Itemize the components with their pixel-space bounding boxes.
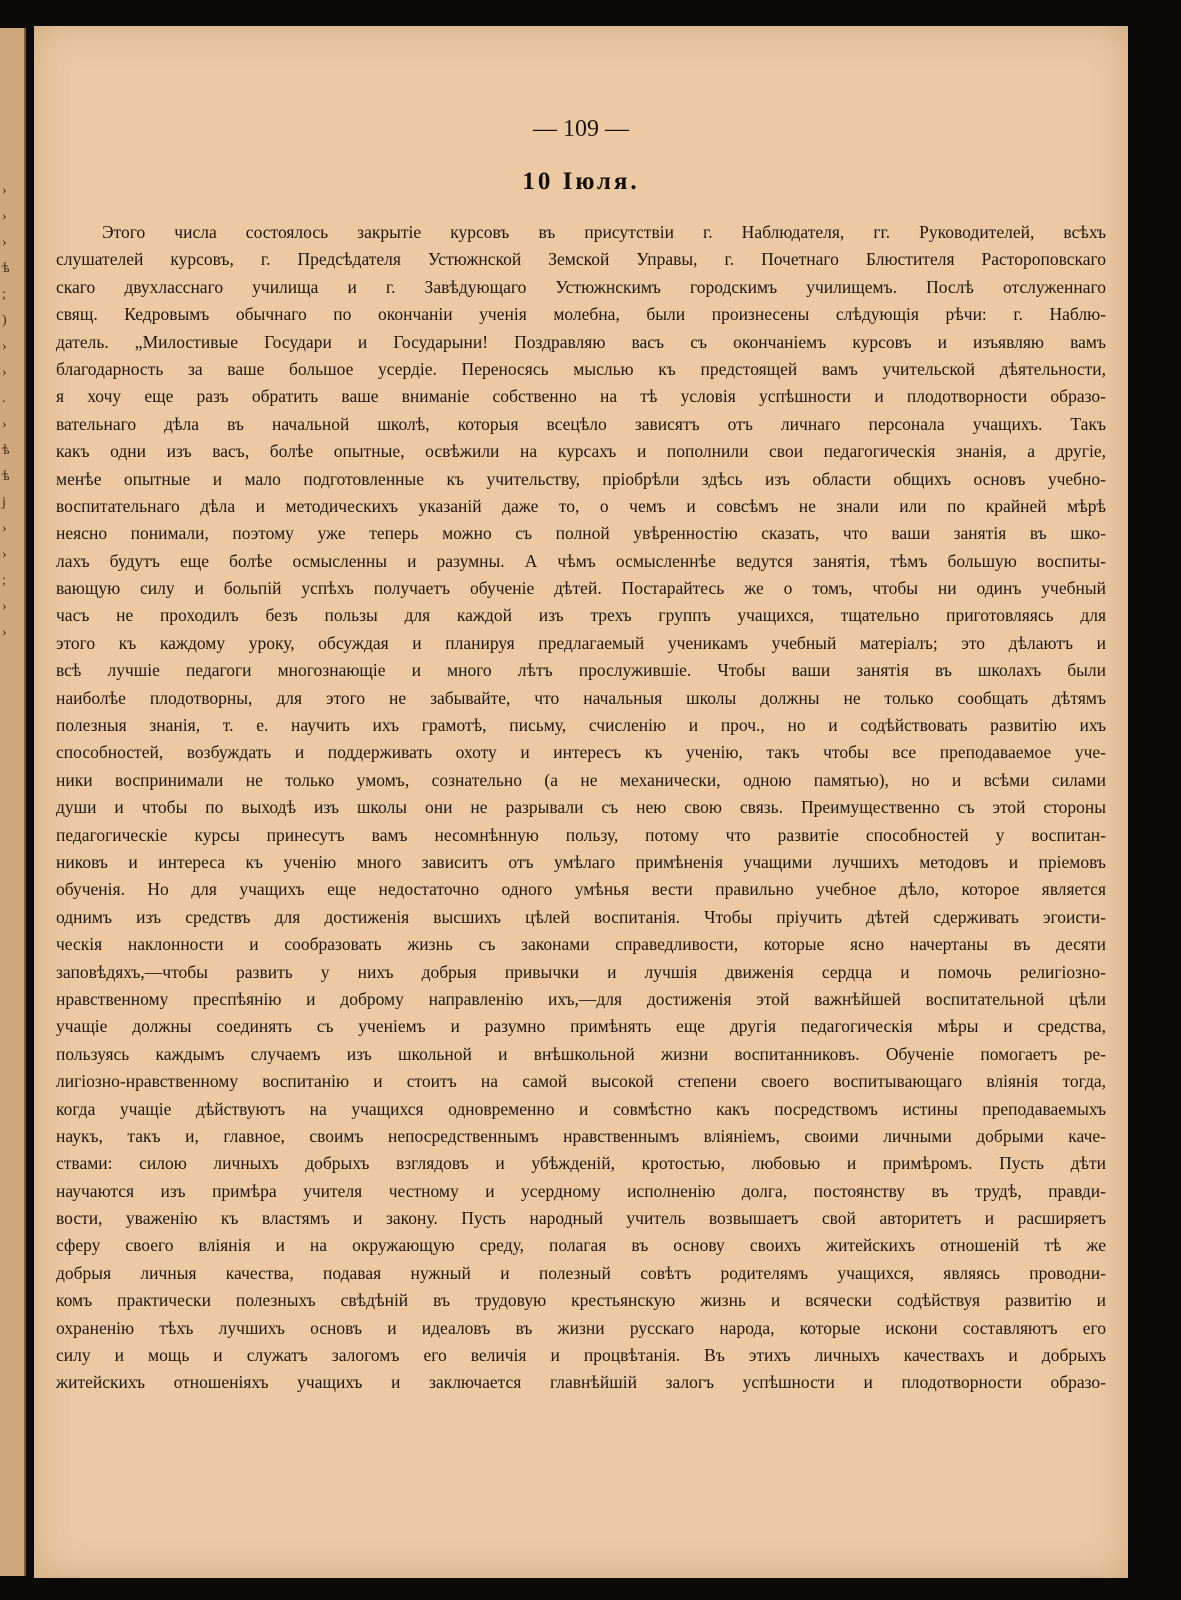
text-line: скаго двухласснаго училища и г. Завѣдующаго Устюжнскимъ городскимъ училищемъ. Послѣ отслуженнаго bbox=[56, 276, 1106, 297]
text-line: добрыя личныя качества, подавая нужный и полезный совѣтъ родителямъ учащихся, являясь проводни- bbox=[56, 1262, 1106, 1283]
text-line: педагогическіе курсы принесутъ вамъ несомнѣнную пользу, потому что развитіе способностей у воспитан- bbox=[56, 824, 1106, 845]
text-line: ческія наклонности и сообразовать жизнь съ законами справедливости, которые ясно начертаны въ десяти bbox=[56, 934, 1106, 955]
text-line: датель. „Милостивые Государи и Государыни! Поздравляю васъ съ окончаніемъ курсовъ и изъявляю вамъ bbox=[56, 331, 1106, 352]
text-line: обученія. Но для учащихъ еще недостаточно одного умѣнья вести правильно учебное дѣло, которое является bbox=[56, 879, 1106, 900]
text-line: слушателей курсовъ, г. Предсѣдателя Устюжнской Земской Управы, г. Почетнаго Блюстителя Растороповскаго bbox=[56, 249, 1106, 270]
text-line: вательнаго дѣла въ начальной школѣ, которыя всецѣло зависятъ отъ личнаго персонала учащихъ. Такъ bbox=[56, 413, 1106, 434]
text-line: лигіозно-нравственному воспитанію и стоитъ на самой высокой степени своего воспитывающаго вліянія тогда, bbox=[56, 1071, 1106, 1092]
text-line: всѣ лучшіе педагоги многознающіе и много лѣтъ прослужившіе. Чтобы ваши занятія въ школахъ были bbox=[56, 660, 1106, 681]
text-line: менѣе опытные и мало подготовленные къ учительству, пріобрѣли здѣсь изъ области общихъ основъ учебно- bbox=[56, 468, 1106, 489]
text-line: ники воспринимали не только умомъ, сознательно (а не механически, одною памятью), но и всѣми силами bbox=[56, 769, 1106, 790]
text-line: воспитательнаго дѣла и методическихъ указаній даже то, о чемъ и совсѣмъ не знали или по крайней мѣрѣ bbox=[56, 495, 1106, 516]
date-heading: 10 Іюля. bbox=[522, 168, 640, 195]
text-line: когда учащіе дѣйствуютъ на учащихся одновременно и совмѣстно какъ посредствомъ истины преподаваемыхъ bbox=[56, 1098, 1106, 1119]
left-page-edge bbox=[0, 28, 26, 1576]
text-line: ствами: силою личныхъ добрыхъ взглядовъ и убѣжденій, кротостью, любовью и примѣромъ. Пусть дѣти bbox=[56, 1153, 1106, 1174]
text-line: охраненію тѣхъ лучшихъ основъ и идеаловъ въ жизни русскаго народа, которые искони составляютъ его bbox=[56, 1317, 1106, 1338]
text-line: вающую силу и больпій успѣхъ получаетъ обученіе дѣтей. Постарайтесь же о томъ, чтобы ни одинъ учебный bbox=[56, 578, 1106, 599]
book-page bbox=[34, 26, 1128, 1578]
text-line: души и чтобы по выходѣ изъ школы они не разрывали съ нею свою связь. Преимущественно съ этой стороны bbox=[56, 797, 1106, 818]
text-line: какъ одни изъ васъ, болѣе опытные, освѣжили на курсахъ и пополнили свои педагогическія знанія, а другіе, bbox=[56, 441, 1106, 462]
text-line: вости, уваженію къ властямъ и закону. Пусть народный учитель возвышаетъ свой авторитетъ и расширяетъ bbox=[56, 1208, 1106, 1229]
text-line: способностей, возбуждать и поддерживать охоту и интересъ къ ученію, такъ чтобы все преподаваемое уче- bbox=[56, 742, 1106, 763]
text-line: этого къ каждому уроку, обсуждая и планируя предлагаемый ученикамъ учебный матеріалъ; это дѣлаютъ и bbox=[56, 632, 1106, 653]
text-line: силу и мощь и служатъ залогомъ его величія и процвѣтанія. Въ этихъ личныхъ качествахъ и добрыхъ bbox=[56, 1345, 1106, 1366]
text-line: часъ не проходилъ безъ пользы для каждой изъ трехъ группъ учащихся, тщательно приготовляясь для bbox=[56, 605, 1106, 626]
text-line: учащіе должны соединять съ ученіемъ и разумно примѣнять еще другія педагогическія мѣры и средства, bbox=[56, 1016, 1106, 1037]
text-line: житейскихъ отношеніяхъ учащихъ и заключается главнѣйшій залогъ успѣшности и плодотворности образо- bbox=[56, 1372, 1106, 1393]
text-line: комъ практически полезныхъ свѣдѣній въ трудовую крестьянскую жизнь и всячески содѣйствуя развитію и bbox=[56, 1290, 1106, 1311]
text-line: свящ. Кедровымъ обычнаго по окончаніи ученія молебна, были произнесены слѣдующія рѣчи: г. Наблю- bbox=[56, 304, 1106, 325]
text-line: научаются изъ примѣра учителя честному и усердному исполненію долга, постоянству въ трудѣ, правди- bbox=[56, 1180, 1106, 1201]
text-line: сферу своего вліянія и на окружающую среду, полагая въ основу своихъ житейскихъ отношеній тѣ же bbox=[56, 1235, 1106, 1256]
text-line: наиболѣе плодотворны, для этого не забывайте, что начальныя школы должны не только сообщать дѣтямъ bbox=[56, 687, 1106, 708]
page-number: — 109 — bbox=[533, 116, 629, 142]
text-line: благодарность за ваше большое усердіе. Переносясь мыслью къ предстоящей вамъ учительской дѣятельности, bbox=[56, 358, 1106, 379]
text-line: полезныя знанія, т. е. научить ихъ грамотѣ, письму, счисленію и проч., но и содѣйствовать развитію ихъ bbox=[56, 715, 1106, 736]
text-line: никовъ и интереса къ ученію много зависитъ отъ умѣлаго примѣненія учащими лучшихъ методовъ и пріемовъ bbox=[56, 851, 1106, 872]
text-line: нравственному преспѣянію и доброму направленію ихъ,—для достиженія этой важнѣйшей воспитательной цѣли bbox=[56, 988, 1106, 1009]
text-line: лахъ будутъ еще болѣе осмысленны и разумны. А чѣмъ осмысленнѣе ведутся занятія, тѣмъ большую воспиты- bbox=[56, 550, 1106, 571]
left-page-text-fragments: › › › ѣ ; ) › › . › ѣ ѣ ј › › ; › › bbox=[2, 183, 10, 640]
text-line: Этого числа состоялось закрытіе курсовъ въ присутствіи г. Наблюдателя, гг. Руководителей, всѣхъ bbox=[102, 222, 1106, 242]
text-line: однимъ изъ средствъ для достиженія высшихъ цѣлей воспитанія. Чтобы пріучить дѣтей сдерживать эгоисти- bbox=[56, 906, 1106, 927]
text-line: заповѣдяхъ,—чтобы развить у нихъ добрыя привычки и лучшія движенія сердца и помочь религіозно- bbox=[56, 961, 1106, 982]
text-line: я хочу еще разъ обратить ваше вниманіе собственно на тѣ условія успѣшности и плодотворности образо- bbox=[56, 386, 1106, 407]
body-text bbox=[56, 219, 1106, 1397]
text-line: неясно понимали, поэтому уже теперь можно съ полной увѣренностію сказать, что ваши занятія въ шко- bbox=[56, 523, 1106, 544]
text-line: пользуясь каждымъ случаемъ изъ школьной и внѣшкольной жизни воспитанниковъ. Обученіе помогаетъ ре- bbox=[56, 1043, 1106, 1064]
text-line: наукъ, такъ и, главное, своимъ непосредственнымъ нравственнымъ вліяніемъ, своими личными добрыми каче- bbox=[56, 1125, 1106, 1146]
